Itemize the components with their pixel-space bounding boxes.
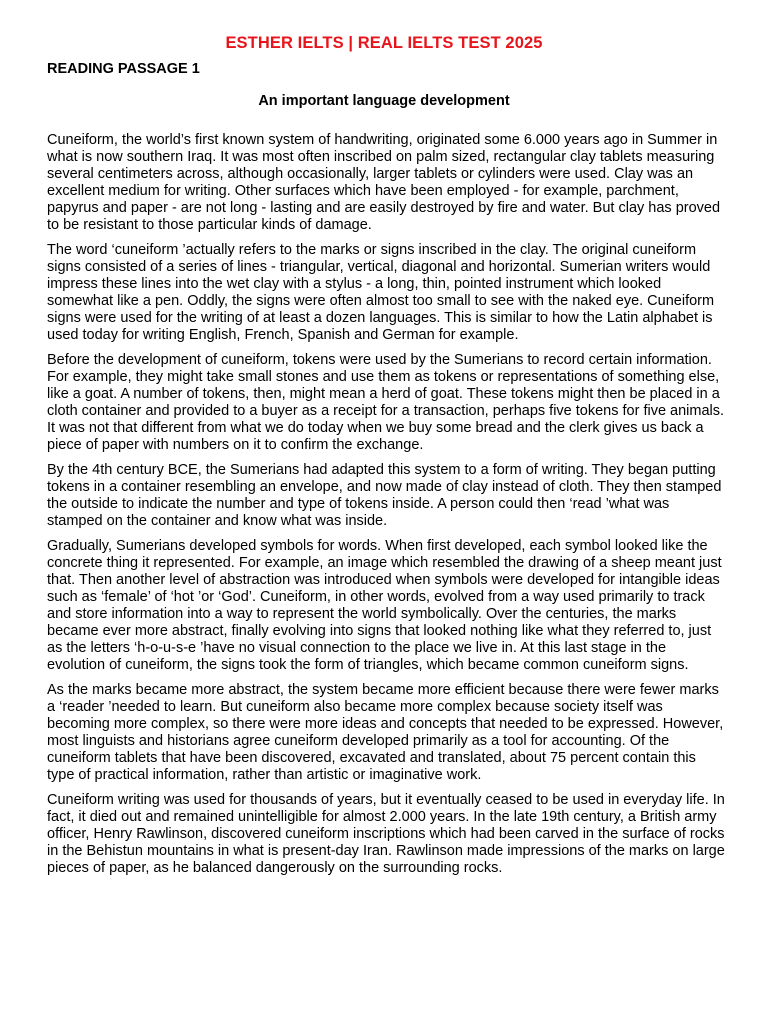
passage-title: An important language development [258,93,510,109]
document-header-title: ESTHER IELTS | REAL IELTS TEST 2025 [225,34,543,52]
paragraph-3: Before the development of cuneiform, tokens were used by the Sumerians to record certain information. For example, they might take small stones and use them as tokens or representations of something else, like a goat. A number of tokens, then, might mean a herd of goat. These tokens might then be placed in a cloth container and provided to a buyer as a receipt for a transaction, perhaps five tokens for five animals. It was not that different from what we do today when we buy some bread and the clerk gives us back a piece of paper with numbers on it to confirm the exchange. [47,352,725,453]
paragraph-4: By the 4th century BCE, the Sumerians had adapted this system to a form of writing. They began putting tokens in a container resembling an envelope, and now made of clay instead of cloth. They then stamped the outside to indicate the number and type of tokens inside. A person could then ‘read ’what was stamped on the container and know what was inside. [47,462,722,529]
paragraph-7: Cuneiform writing was used for thousands of years, but it eventually ceased to be used in everyday life. In fact, it died out and remained unintelligible for almost 2.000 years. In the late 19th century, a British army officer, Henry Rawlinson, discovered cuneiform inscriptions which had been carved in the surface of rocks in the Behistun mountains in what is present-day Iran. Rawlinson made impressions of the marks on large pieces of paper, as he balanced dangerously on the surrounding rocks. [47,792,725,876]
passage-body [47,132,725,885]
paragraph-6: As the marks became more abstract, the system became more efficient because there were fewer marks a ‘reader ’needed to learn. But cuneiform also became more complex because society itself was becoming more complex, so there were more ideas and concepts that needed to be expressed. However, most linguists and historians agree cuneiform developed primarily as a tool for accounting. Of the cuneiform tablets that have been discovered, excavated and translated, about 75 percent contain this type of practical information, rather than artistic or imaginative work. [47,682,724,783]
paragraph-1: Cuneiform, the world’s first known system of handwriting, originated some 6.000 years ago in Summer in what is now southern Iraq. It was most often inscribed on palm sized, rectangular clay tablets measuring several centimeters across, although occasionally, larger tablets or cylinders were used. Clay was an excellent medium for writing. Other surfaces which have been employed - for example, parchment, papyrus and paper - are not long - lasting and are easily destroyed by fire and water. But clay has proved to be resistant to those particular kinds of damage. [47,132,721,233]
paragraph-5: Gradually, Sumerians developed symbols for words. When first developed, each symbol looked like the concrete thing it represented. For example, an image which resembled the drawing of a sheep meant just that. Then another level of abstraction was introduced when symbols were developed for intangible ideas such as ‘female’ of ‘hot ’or ‘God’. Cuneiform, in other words, evolved from a way used primarily to track and store information into a way to represent the world symbolically. Over the centuries, the marks became ever more abstract, finally evolving into signs that looked nothing like what they referred to, just as the letters ‘h-o-u-s-e ’have no visual connection to the place we live in. At this last stage in the evolution of cuneiform, the signs took the form of triangles, which became common cuneiform signs. [47,538,722,673]
paragraph-2: The word ‘cuneiform ’actually refers to the marks or signs inscribed in the clay. The original cuneiform signs consisted of a series of lines - triangular, vertical, diagonal and horizontal. Sumerian writers would impress these lines into the wet clay with a stylus - a long, thin, pointed instrument which looked somewhat like a pen. Oddly, the signs were often almost too small to see with the naked eye. Cuneiform signs were used for the writing of at least a dozen languages. This is similar to how the Latin alphabet is used today for writing English, French, Spanish and German for example. [47,242,715,343]
section-label: READING PASSAGE 1 [47,61,200,77]
